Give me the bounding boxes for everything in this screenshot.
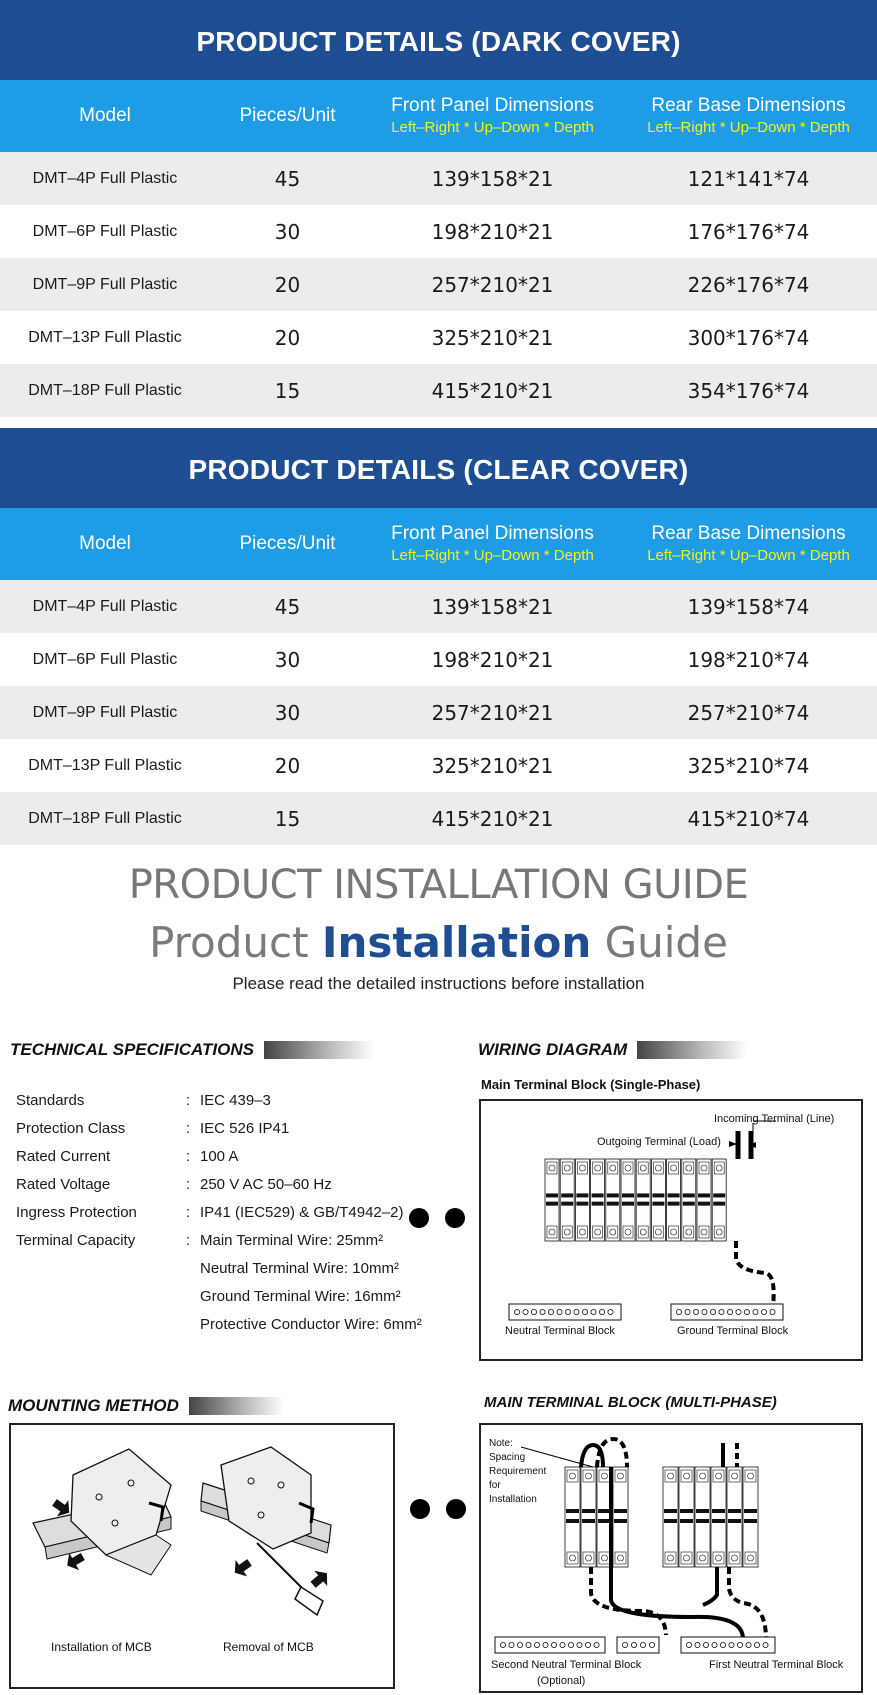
terminal-hole	[500, 1642, 505, 1647]
spec-value: Neutral Terminal Wire: 10mm²	[200, 1259, 399, 1277]
dark-cover-table	[0, 0, 877, 417]
wiring-heading-label: WIRING DIAGRAM	[478, 1040, 628, 1059]
breaker-modules	[565, 1467, 758, 1567]
terminal-hole	[702, 1309, 707, 1314]
cell-pieces: 20	[274, 753, 301, 778]
cell-model: DMT–9P Full Plastic	[32, 275, 178, 293]
tech-spec-heading	[10, 1040, 374, 1060]
cell-front: 139*158*21	[431, 166, 554, 191]
terminal-hole	[640, 1642, 645, 1647]
note-line: Note:	[489, 1438, 513, 1449]
cell-front: 415*210*21	[431, 378, 554, 403]
header-front-sub: Left–Right * Up–Down * Depth	[391, 547, 594, 564]
clear-cover-header-row	[0, 508, 877, 580]
bullet-dot	[410, 1499, 430, 1519]
neutral-terminal-label: Neutral Terminal Block	[505, 1325, 615, 1337]
terminal-hole	[736, 1309, 741, 1314]
terminal-hole	[729, 1642, 734, 1647]
multi-phase-box	[479, 1423, 863, 1693]
guide-subtitle	[0, 918, 877, 967]
spec-key: Rated Current	[16, 1147, 111, 1165]
cell-rear: 354*176*74	[687, 378, 810, 403]
spec-value: IP41 (IEC529) & GB/T4942–2)	[200, 1203, 404, 1221]
spec-row	[16, 1310, 436, 1338]
terminal-hole	[540, 1309, 545, 1314]
cell-front: 415*210*21	[431, 806, 554, 831]
spec-value: Protective Conductor Wire: 6mm²	[200, 1315, 422, 1333]
cell-pieces: 30	[274, 700, 301, 725]
terminal-hole	[594, 1642, 599, 1647]
optional-label: (Optional)	[537, 1675, 586, 1687]
header-front	[365, 522, 620, 566]
terminal-hole	[763, 1642, 768, 1647]
mounting-box	[9, 1423, 395, 1689]
terminal-hole	[591, 1309, 596, 1314]
terminal-hole	[710, 1309, 715, 1314]
mcb-removal-illustration	[201, 1447, 333, 1615]
header-rear-sub: Left–Right * Up–Down * Depth	[647, 547, 850, 564]
terminal-hole	[649, 1642, 654, 1647]
terminal-hole	[534, 1642, 539, 1647]
terminal-hole	[712, 1642, 717, 1647]
terminal-hole	[557, 1309, 562, 1314]
terminal-hole	[693, 1309, 698, 1314]
spec-key: Standards	[16, 1091, 85, 1109]
cell-rear: 257*210*74	[687, 700, 810, 725]
cell-model: DMT–13P Full Plastic	[28, 328, 182, 346]
header-rear-label: Rear Base Dimensions	[651, 95, 846, 116]
cell-pieces: 15	[274, 806, 301, 831]
terminal-hole	[577, 1642, 582, 1647]
guide-note: Please read the detailed instructions before installation	[232, 974, 645, 993]
note-line: Requirement	[489, 1466, 547, 1477]
terminal-hole	[599, 1309, 604, 1314]
terminal-hole	[574, 1309, 579, 1314]
spacing-note	[489, 1437, 546, 1507]
table-row	[0, 311, 877, 364]
cell-model: DMT–6P Full Plastic	[32, 650, 178, 668]
ground-wire	[736, 1241, 774, 1306]
first-neutral-label: First Neutral Terminal Block	[709, 1659, 844, 1671]
table-row	[0, 686, 877, 739]
clear-cover-title: PRODUCT DETAILS (CLEAR COVER)	[0, 428, 877, 508]
cell-pieces: 30	[274, 219, 301, 244]
arrow-icon	[307, 1566, 334, 1593]
outgoing-terminal-label: Outgoing Terminal (Load)	[597, 1136, 721, 1148]
mounting-heading-label: MOUNTING METHOD	[8, 1396, 179, 1415]
spec-key: Terminal Capacity	[16, 1231, 136, 1249]
header-pieces: Pieces/Unit	[239, 105, 336, 126]
table-row	[0, 258, 877, 311]
terminal-hole	[565, 1309, 570, 1314]
bullet-dot	[409, 1208, 429, 1228]
header-model: Model	[79, 533, 131, 554]
cell-model: DMT–9P Full Plastic	[32, 703, 178, 721]
cell-model: DMT–4P Full Plastic	[32, 597, 178, 615]
terminal-hole	[744, 1309, 749, 1314]
multi-phase-heading-label: MAIN TERMINAL BLOCK (MULTI-PHASE)	[484, 1394, 777, 1411]
terminal-hole	[622, 1642, 627, 1647]
terminal-hole	[526, 1642, 531, 1647]
cell-model: DMT–4P Full Plastic	[32, 169, 178, 187]
cell-rear: 325*210*74	[687, 753, 810, 778]
spec-value: IEC 439–3	[200, 1091, 271, 1109]
cell-front: 257*210*21	[431, 700, 554, 725]
header-rear	[620, 94, 877, 138]
terminal-hole	[686, 1642, 691, 1647]
mounting-heading	[8, 1396, 284, 1416]
neutral-wire	[729, 1567, 766, 1639]
header-rear-label: Rear Base Dimensions	[651, 523, 846, 544]
cell-front: 139*158*21	[431, 594, 554, 619]
terminal-hole	[608, 1309, 613, 1314]
mcb-install-illustration	[33, 1449, 171, 1575]
cell-pieces: 45	[274, 594, 301, 619]
table-row	[0, 205, 877, 258]
table-row	[0, 739, 877, 792]
spec-colon: :	[185, 1119, 191, 1137]
terminal-hole	[720, 1642, 725, 1647]
terminal-hole	[548, 1309, 553, 1314]
terminal-hole	[631, 1642, 636, 1647]
cell-model: DMT–18P Full Plastic	[28, 809, 182, 827]
terminal-hole	[761, 1309, 766, 1314]
cell-rear: 300*176*74	[687, 325, 810, 350]
terminal-hole	[509, 1642, 514, 1647]
cell-front: 198*210*21	[431, 219, 554, 244]
spec-colon: :	[185, 1231, 191, 1249]
spec-row	[16, 1226, 436, 1254]
note-line: Installation	[489, 1494, 537, 1505]
header-front	[365, 94, 620, 138]
cell-pieces: 15	[274, 378, 301, 403]
terminal-hole	[695, 1642, 700, 1647]
terminal-hole	[676, 1309, 681, 1314]
guide-subtitle-a: Product	[149, 918, 309, 967]
terminal-hole	[585, 1642, 590, 1647]
terminal-hole	[531, 1309, 536, 1314]
table-row	[0, 580, 877, 633]
terminal-hole	[685, 1309, 690, 1314]
terminal-hole	[523, 1309, 528, 1314]
wiring-heading	[478, 1040, 747, 1060]
cell-pieces: 30	[274, 647, 301, 672]
terminal-hole	[560, 1642, 565, 1647]
incoming-terminal-label: Incoming Terminal (Line)	[714, 1113, 835, 1125]
table-row	[0, 792, 877, 845]
header-model: Model	[79, 105, 131, 126]
guide-subtitle-b: Installation	[321, 918, 592, 967]
dark-cover-title: PRODUCT DETAILS (DARK COVER)	[0, 0, 877, 80]
spec-row	[16, 1282, 436, 1310]
heading-gradient-bar	[637, 1041, 747, 1059]
spec-value: Main Terminal Wire: 25mm²	[200, 1231, 384, 1249]
terminal-hole	[703, 1642, 708, 1647]
terminal-hole	[568, 1642, 573, 1647]
terminal-hole	[514, 1309, 519, 1314]
cell-rear: 226*176*74	[687, 272, 810, 297]
spec-key: Protection Class	[16, 1119, 126, 1137]
spec-key: Ingress Protection	[16, 1203, 137, 1221]
header-rear	[620, 522, 877, 566]
spec-value: 250 V AC 50–60 Hz	[200, 1175, 332, 1193]
cell-rear: 415*210*74	[687, 806, 810, 831]
table-row	[0, 152, 877, 205]
clear-cover-table	[0, 428, 877, 845]
cell-front: 198*210*21	[431, 647, 554, 672]
spec-row	[16, 1114, 436, 1142]
terminal-hole	[753, 1309, 758, 1314]
cell-front: 257*210*21	[431, 272, 554, 297]
terminal-hole	[737, 1642, 742, 1647]
spec-value: Ground Terminal Wire: 16mm²	[200, 1287, 401, 1305]
header-front-label: Front Panel Dimensions	[391, 95, 594, 116]
header-pieces: Pieces/Unit	[239, 533, 336, 554]
terminal-hole	[582, 1309, 587, 1314]
terminal-hole	[719, 1309, 724, 1314]
spec-colon: :	[185, 1147, 191, 1165]
cell-model: DMT–18P Full Plastic	[28, 381, 182, 399]
note-line: Spacing	[489, 1452, 526, 1463]
terminal-hole	[517, 1642, 522, 1647]
install-label: Installation of MCB	[51, 1640, 152, 1654]
cell-front: 325*210*21	[431, 325, 554, 350]
cell-model: DMT–13P Full Plastic	[28, 756, 182, 774]
spec-colon: :	[185, 1175, 191, 1193]
cell-rear: 198*210*74	[687, 647, 810, 672]
bullet-dot	[446, 1499, 466, 1519]
spec-row	[16, 1142, 436, 1170]
wiring-caption: Main Terminal Block (Single-Phase)	[481, 1077, 701, 1092]
spec-value: 100 A	[200, 1147, 239, 1165]
cell-pieces: 45	[274, 166, 301, 191]
cell-rear: 139*158*74	[687, 594, 810, 619]
terminal-hole	[770, 1309, 775, 1314]
wiring-diagram-box	[479, 1099, 863, 1361]
spec-row	[16, 1170, 436, 1198]
screwdriver-icon	[295, 1587, 323, 1615]
spec-colon: :	[185, 1203, 191, 1221]
removal-label: Removal of MCB	[223, 1640, 314, 1654]
spec-row	[16, 1254, 436, 1282]
multi-phase-heading	[484, 1394, 777, 1411]
cell-pieces: 20	[274, 272, 301, 297]
header-rear-sub: Left–Right * Up–Down * Depth	[647, 119, 850, 136]
note-line: for	[489, 1480, 501, 1491]
arrow-icon	[229, 1554, 255, 1581]
table-row	[0, 633, 877, 686]
terminal-hole	[727, 1309, 732, 1314]
heading-gradient-bar	[264, 1041, 374, 1059]
terminal-hole	[551, 1642, 556, 1647]
spec-colon: :	[185, 1091, 191, 1109]
spec-row	[16, 1198, 436, 1226]
terminal-hole	[543, 1642, 548, 1647]
terminal-hole	[754, 1642, 759, 1647]
cell-front: 325*210*21	[431, 753, 554, 778]
tech-spec-list	[16, 1086, 436, 1338]
table-row	[0, 364, 877, 417]
second-neutral-label: Second Neutral Terminal Block	[491, 1659, 642, 1671]
spec-value: IEC 526 IP41	[200, 1119, 290, 1137]
tech-spec-heading-label: TECHNICAL SPECIFICATIONS	[10, 1040, 254, 1059]
dark-cover-header-row	[0, 80, 877, 152]
cell-pieces: 20	[274, 325, 301, 350]
breaker-modules	[545, 1159, 726, 1241]
cell-rear: 121*141*74	[687, 166, 810, 191]
guide-title: PRODUCT INSTALLATION GUIDE	[128, 862, 749, 908]
cell-rear: 176*176*74	[687, 219, 810, 244]
ground-terminal-label: Ground Terminal Block	[677, 1325, 789, 1337]
heading-gradient-bar	[189, 1397, 284, 1415]
header-front-sub: Left–Right * Up–Down * Depth	[391, 119, 594, 136]
spec-row	[16, 1086, 436, 1114]
cell-model: DMT–6P Full Plastic	[32, 222, 178, 240]
terminal-hole	[746, 1642, 751, 1647]
neutral-wire	[591, 1567, 666, 1635]
spec-key: Rated Voltage	[16, 1175, 111, 1193]
header-front-label: Front Panel Dimensions	[391, 523, 594, 544]
bullet-dot	[445, 1208, 465, 1228]
guide-subtitle-c: Guide	[604, 918, 728, 967]
